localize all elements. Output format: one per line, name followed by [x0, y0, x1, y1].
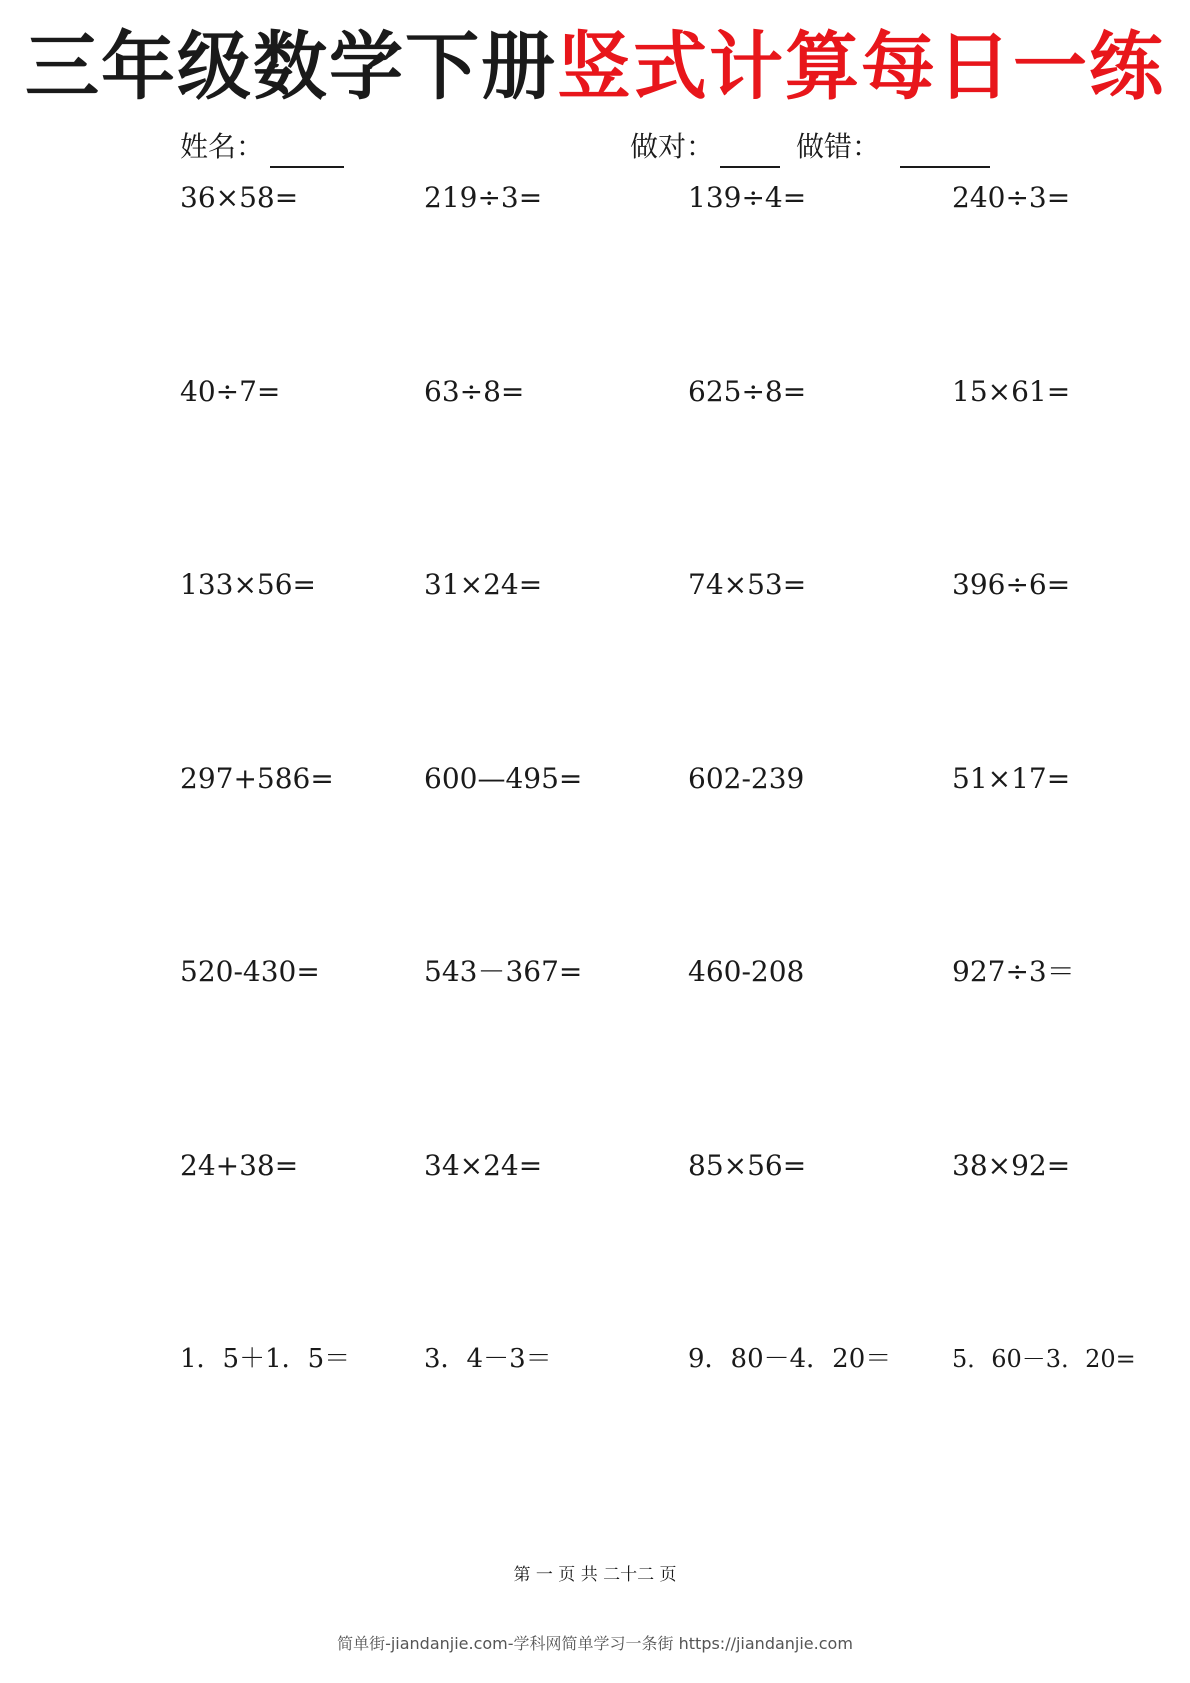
problem-r2-c4: 15×61= [952, 375, 1071, 408]
problem-r7-c3: 9．80－4．20＝ [688, 1344, 892, 1374]
problem-r5-c3: 460-208 [688, 955, 805, 988]
correct-blank[interactable] [720, 166, 780, 168]
problem-r1-c2: 219÷3= [424, 181, 543, 214]
problem-r2-c2: 63÷8= [424, 375, 525, 408]
problem-r5-c2: 543－367= [424, 955, 583, 988]
problem-r3-c4: 396÷6= [952, 568, 1071, 601]
problem-r4-c2: 600—495= [424, 762, 583, 795]
problem-r3-c2: 31×24= [424, 568, 543, 601]
problem-r6-c1: 24+38= [180, 1149, 299, 1182]
problem-r5-c1: 520-430= [180, 955, 320, 988]
wrong-label: 做错： [796, 130, 881, 163]
problem-r1-c4: 240÷3= [952, 181, 1071, 214]
problem-r5-c4: 927÷3＝ [952, 955, 1075, 988]
problem-r6-c4: 38×92= [952, 1149, 1071, 1182]
title-red-part: 竖式计算每日一练 [557, 24, 1165, 110]
problem-r2-c1: 40÷7= [180, 375, 281, 408]
name-label: 姓名： [180, 130, 265, 163]
problem-r4-c4: 51×17= [952, 762, 1071, 795]
problem-r2-c3: 625÷8= [688, 375, 807, 408]
correct-label: 做对： [630, 130, 715, 163]
problem-r7-c4: 5．60－3．20= [952, 1345, 1136, 1373]
problem-r4-c3: 602-239 [688, 762, 805, 795]
name-blank[interactable] [270, 166, 344, 168]
problem-r6-c2: 34×24= [424, 1149, 543, 1182]
title-black-part: 三年级数学下册 [25, 24, 557, 110]
problem-r1-c1: 36×58= [180, 181, 299, 214]
problem-r3-c3: 74×53= [688, 568, 807, 601]
problem-r7-c2: 3．4－3＝ [424, 1344, 552, 1374]
watermark-text: 简单街-jiandanjie.com-学科网简单学习一条街 https://jiandanjie.com [337, 1634, 853, 1653]
problem-r4-c1: 297+586= [180, 762, 334, 795]
problem-r1-c3: 139÷4= [688, 181, 807, 214]
problem-r7-c1: 1．5＋1．5＝ [180, 1344, 351, 1374]
problem-r6-c3: 85×56= [688, 1149, 807, 1182]
page-number: 第 一 页 共 二十二 页 [513, 1565, 677, 1585]
problem-r3-c1: 133×56= [180, 568, 316, 601]
wrong-blank[interactable] [900, 166, 990, 168]
page-title [0, 22, 1190, 112]
